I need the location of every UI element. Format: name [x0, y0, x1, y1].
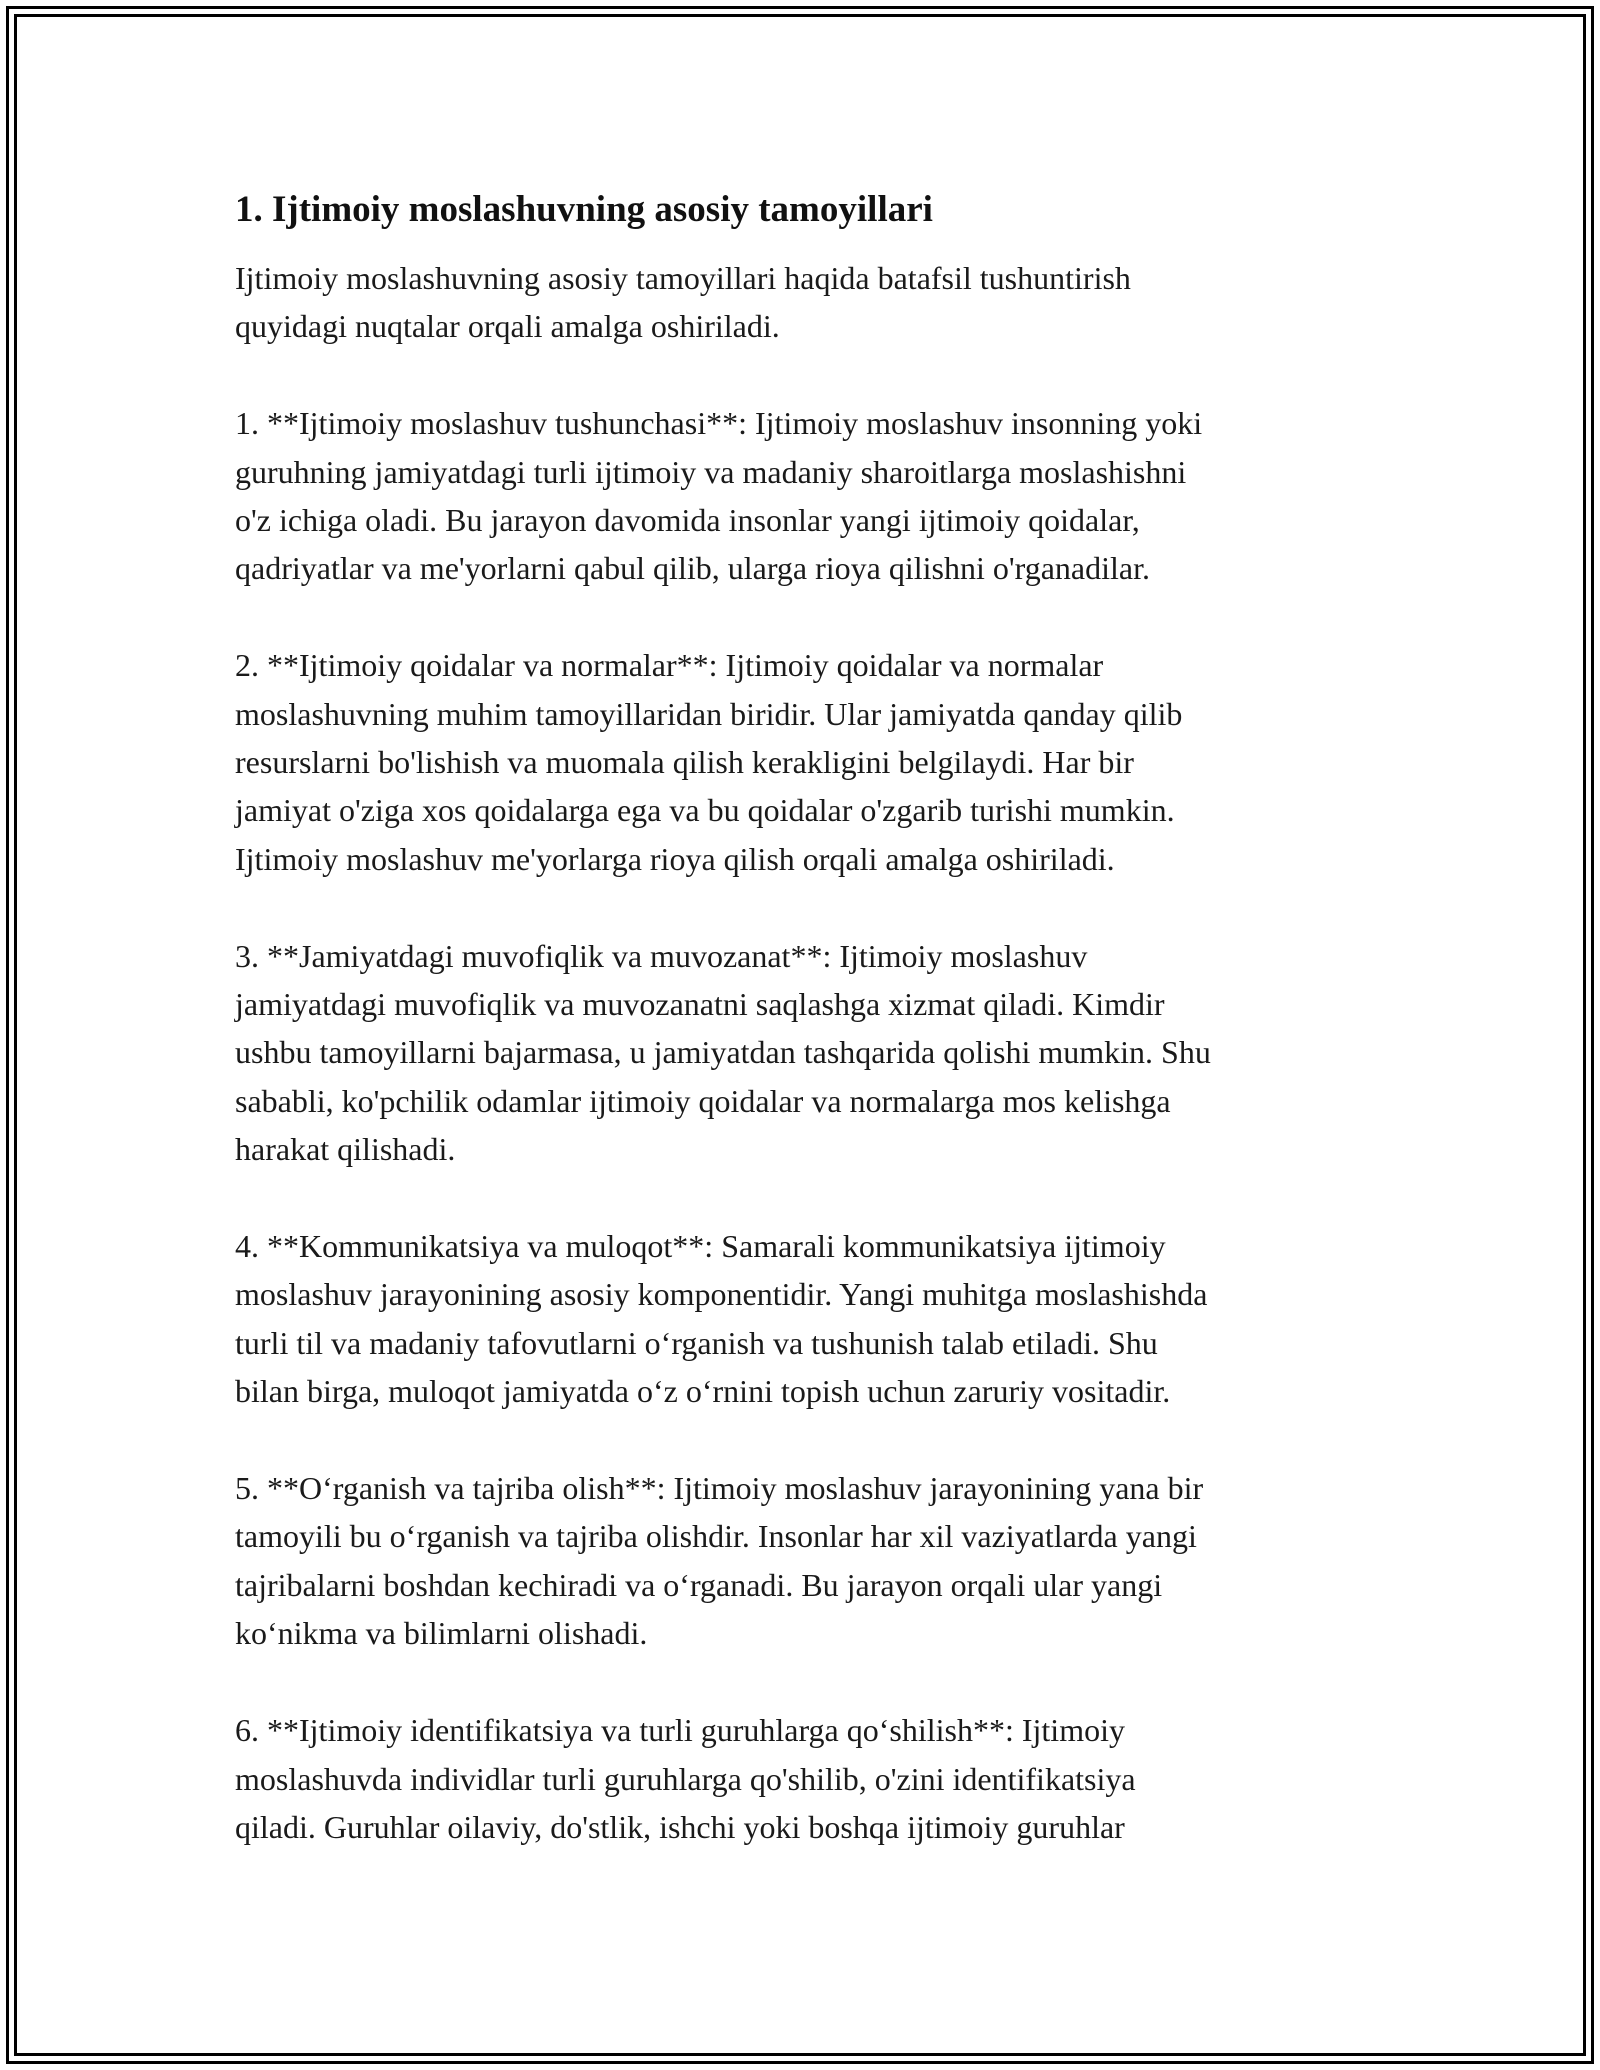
paragraph-item-1: 1. **Ijtimoiy moslashuv tushunchasi**: Ijtimoiy moslashuv insonning yoki guruhning jamiyatdagi turli ijtimoiy va madaniy sharoitlarga moslashishni o'z ichiga oladi. Bu jarayon davomida insonlar yangi ijtimoiy qoidalar, qadriyatlar va me'yorlarni qabul qilib, ularga rioya qilishni o'rganadilar. — [235, 405, 1203, 587]
document-body — [235, 186, 1365, 1851]
document-title: 1. Ijtimoiy moslashuvning asosiy tamoyillari — [235, 189, 933, 230]
paragraph-intro: Ijtimoiy moslashuvning asosiy tamoyillari haqida batafsil tushuntirish quyidagi nuqtalar orqali amalga oshiriladi. — [235, 260, 1131, 345]
paragraph-item-3: 3. **Jamiyatdagi muvofiqlik va muvozanat**: Ijtimoiy moslashuv jamiyatdagi muvofiqlik va muvozanatni saqlashga xizmat qiladi. Kimdir ushbu tamoyillarni bajarmasa, u jamiyatdan tashqarida qolishi mumkin. Shu sababli, ko'pchilik odamlar ijtimoiy qoidalar va normalarga mos kelishga harakat qilishadi. — [235, 937, 1211, 1168]
paragraph-item-6: 6. **Ijtimoiy identifikatsiya va turli guruhlarga qo‘shilish**: Ijtimoiy moslashuvda individlar turli guruhlarga qo'shilib, o'zini identifikatsiya qiladi. Guruhlar oilaviy, do'stlik, ishchi yoki boshqa ijtimoiy guruhlar — [235, 1712, 1136, 1845]
paragraph-item-5: 5. **O‘rganish va tajriba olish**: Ijtimoiy moslashuv jarayonining yana bir tamoyili bu o‘rganish va tajriba olishdir. Insonlar har xil vaziyatlarda yangi tajribalarni boshdan kechiradi va o‘rganadi. Bu jarayon orqali ular yangi ko‘nikma va bilimlarni olishadi. — [235, 1470, 1204, 1652]
paragraph-item-2: 2. **Ijtimoiy qoidalar va normalar**: Ijtimoiy qoidalar va normalar moslashuvning muhim tamoyillaridan biridir. Ular jamiyatda qanday qilib resurslarni bo'lishish va muomala qilish kerakligini belgilaydi. Har bir jamiyat o'ziga xos qoidalarga ega va bu qoidalar o'zgarib turishi mumkin. Ijtimoiy moslashuv me'yorlarga rioya qilish orqali amalga oshiriladi. — [235, 647, 1183, 877]
paragraph-item-4: 4. **Kommunikatsiya va muloqot**: Samarali kommunikatsiya ijtimoiy moslashuv jarayonining asosiy komponentidir. Yangi muhitga moslashishda turli til va madaniy tafovutlarni o‘rganish va tushunish talab etiladi. Shu bilan birga, muloqot jamiyatda o‘z o‘rnini topish uchun zaruriy vositadir. — [235, 1228, 1208, 1410]
